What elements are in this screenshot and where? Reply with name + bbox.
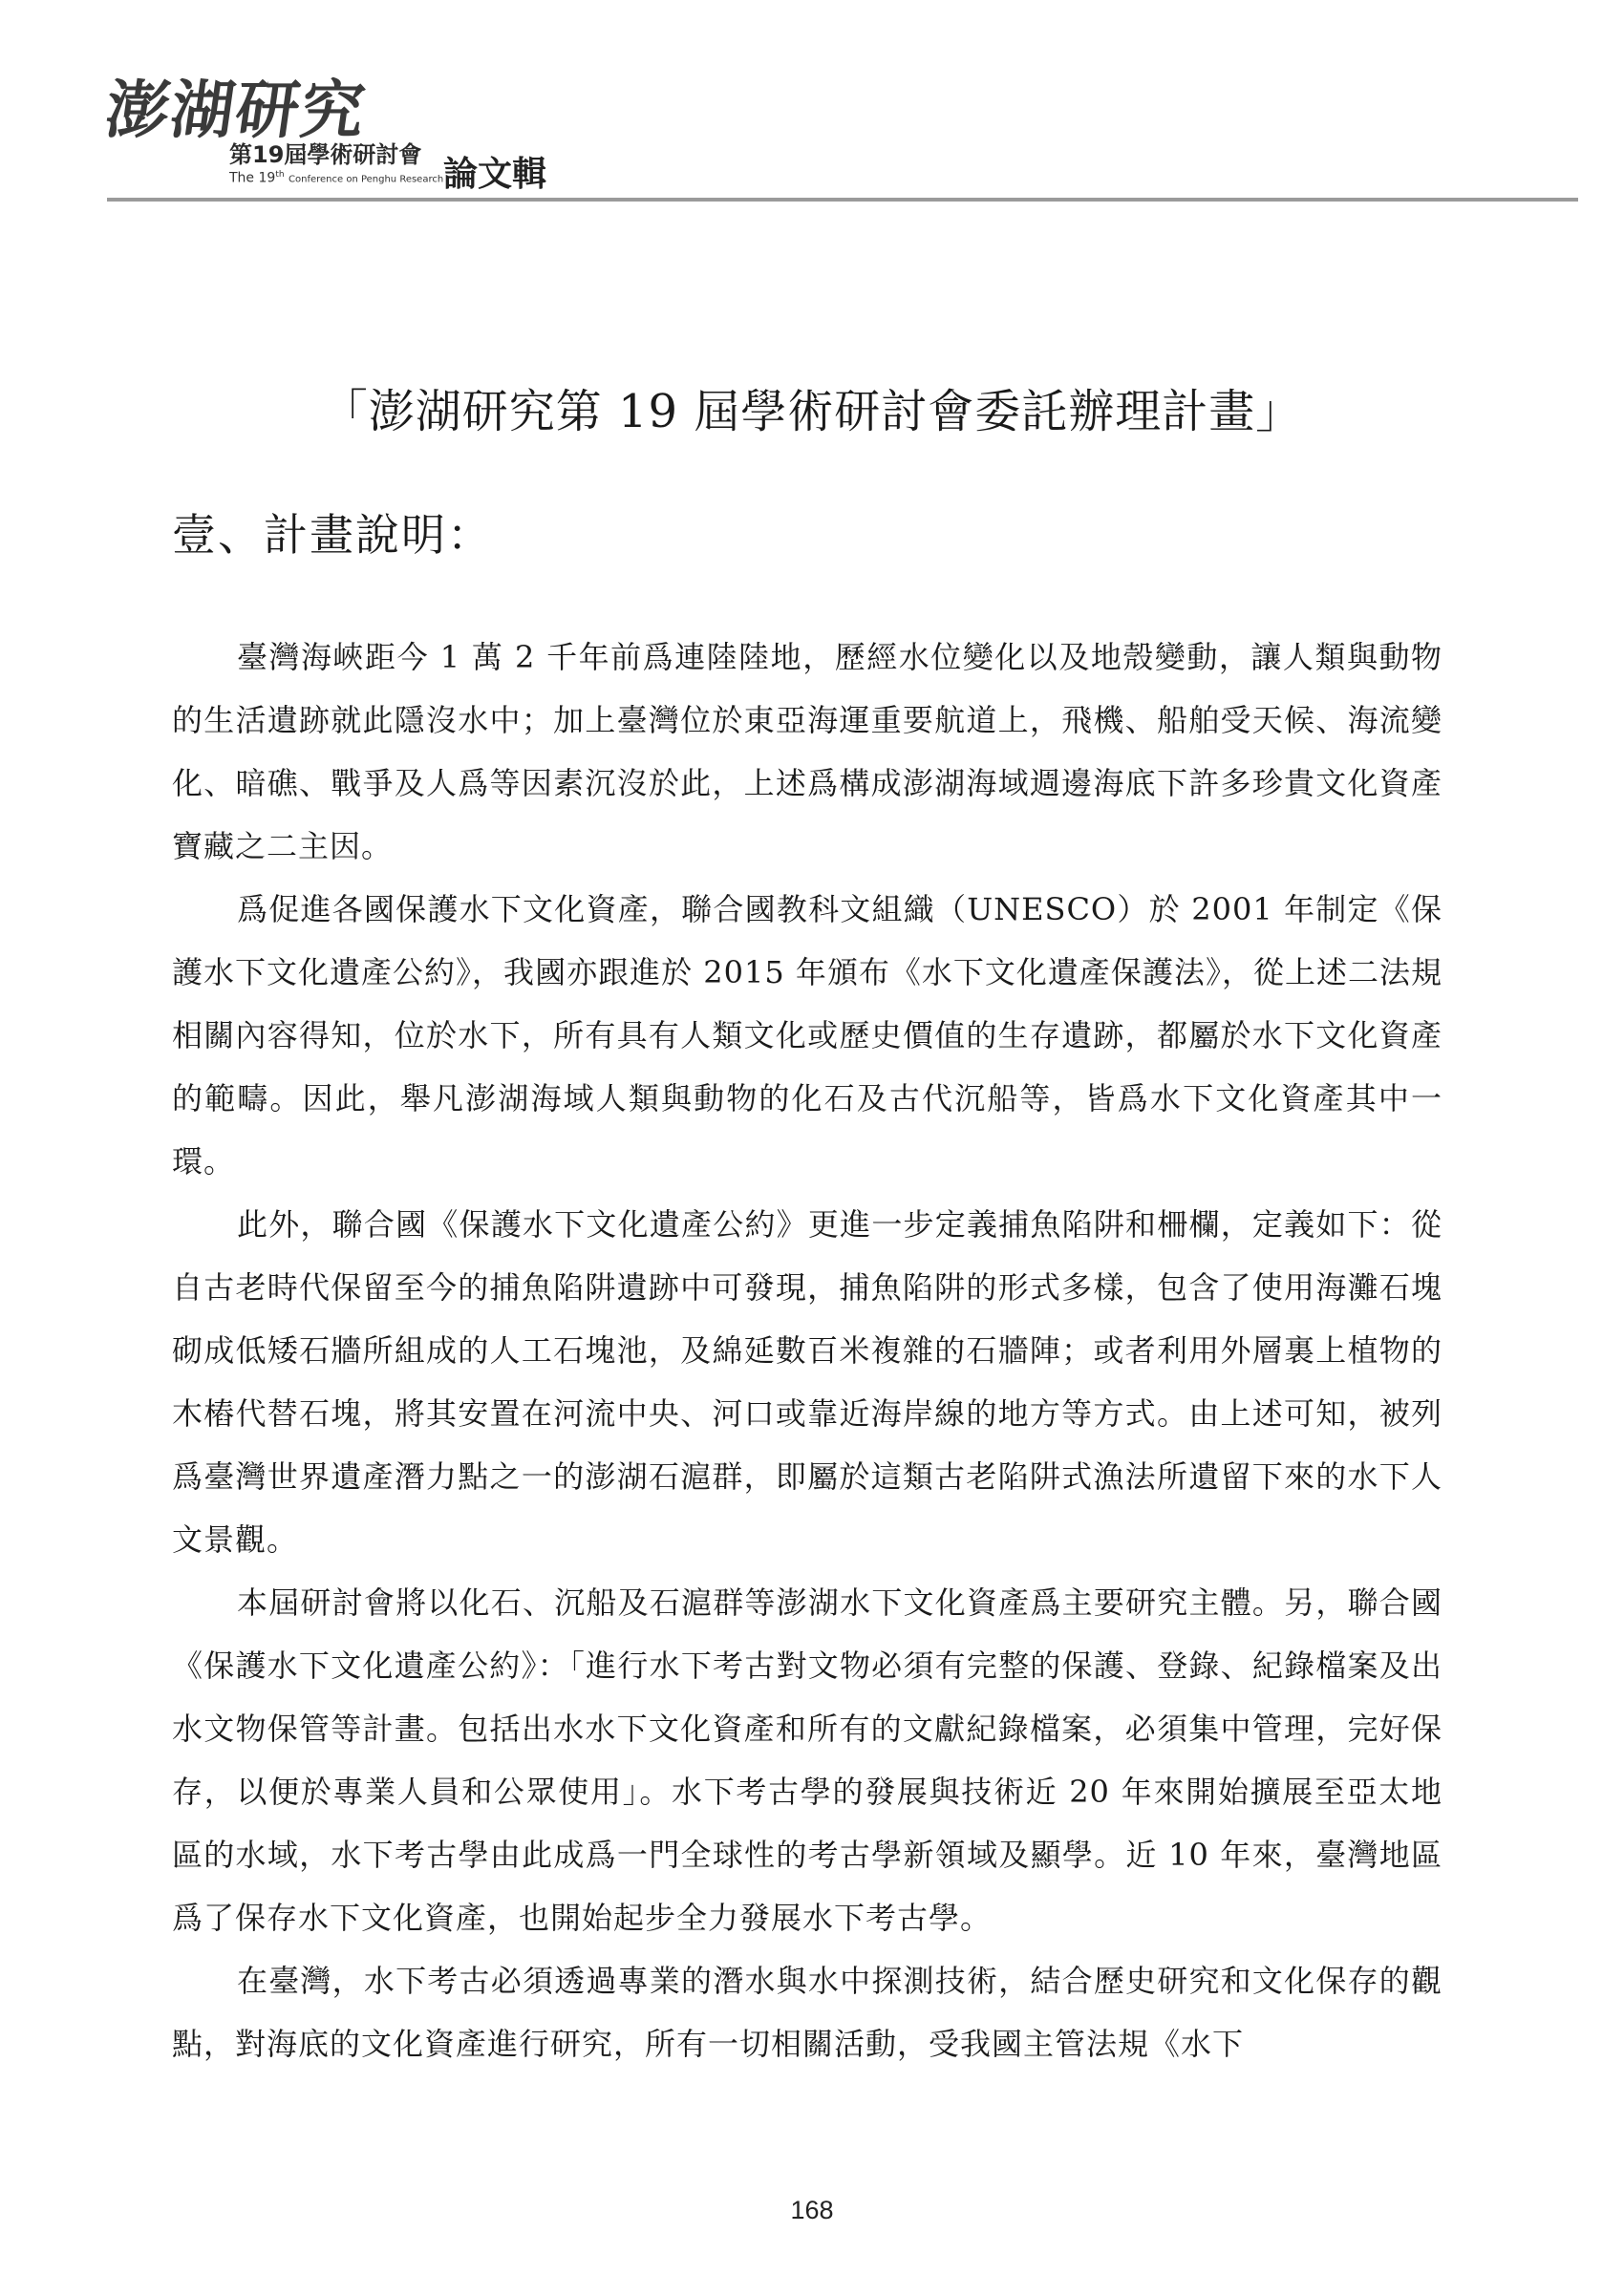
page-header — [0, 0, 1624, 205]
conference-en-prefix: The 19 — [229, 170, 276, 186]
paragraph-3: 此外，聯合國《保護水下文化遺產公約》更進一步定義捕魚陷阱和柵欄，定義如下：從自古老時代保留至今的捕魚陷阱遺跡中可發現，捕魚陷阱的形式多樣，包含了使用海灘石塊砌成低矮石牆所組成的人工石塊池，及綿延數百米複雜的石牆陣；或者利用外層裏上植物的木樁代替石塊，將其安置在河流中央、河口或靠近海岸線的地方等方式。由上述可知，被列爲臺灣世界遺產潛力點之一的澎湖石滬群，即屬於這類古老陷阱式漁法所遺留下來的水下人文景觀。 — [172, 1206, 1442, 1558]
conference-en-name: Conference on Penghu Research — [288, 174, 444, 185]
page-number: 168 — [790, 2196, 834, 2224]
paragraph-5: 在臺灣，水下考古必須透過專業的潛水與水中探測技術，結合歷史研究和文化保存的觀點，對海底的文化資產進行研究，所有一切相關活動，受我國主管法規《水下 — [172, 1963, 1442, 2062]
paragraph-1: 臺灣海峽距今 1 萬 2 千年前爲連陸陸地，歷經水位變化以及地殼變動，讓人類與動物的生活遺跡就此隱沒水中；加上臺灣位於東亞海運重要航道上，飛機、船舶受天候、海流變化、暗礁、戰爭及人爲等因素沉沒於此，上述爲構成澎湖海域週邊海底下許多珍貴文化資產寶藏之二主因。 — [172, 639, 1442, 864]
conference-title-en — [229, 170, 443, 186]
penghu-research-logo: 澎湖研究 — [100, 73, 372, 147]
paragraph-4: 本屆研討會將以化石、沉船及石滬群等澎湖水下文化資產爲主要研究主體。另，聯合國《保護水下文化遺產公約》：「進行水下考古對文物必須有完整的保護、登錄、紀錄檔案及出水文物保管等計畫。包括出水水下文化資產和所有的文獻紀錄檔案，必須集中管理，完好保存，以便於專業人員和公眾使用」。水下考古學的發展與技術近 20 年來開始擴展至亞太地區的水域，水下考古學由此成爲一門全球性的考古學新領域及顯學。近 10 年來，臺灣地區爲了保存水下文化資產，也開始起步全力發展水下考古學。 — [172, 1584, 1442, 1936]
header-divider — [107, 198, 1578, 202]
paragraph-2: 爲促進各國保護水下文化資產，聯合國教科文組織（UNESCO）於 2001 年制定《保護水下文化遺產公約》，我國亦跟進於 2015 年頒布《水下文化遺產保護法》，從上述二法規相關內容得知，位於水下，所有具有人類文化或歷史價值的生存遺跡，都屬於水下文化資產的範疇。因此，舉凡澎湖海域人類與動物的化石及古代沉船等，皆爲水下文化資產其中一環。 — [172, 891, 1442, 1180]
section-heading: 壹、計畫說明： — [172, 509, 493, 561]
document-title: 「澎湖研究第 19 屆學術研討會委託辦理計畫」 — [321, 385, 1303, 438]
conference-en-ordinal: th — [275, 170, 285, 180]
body-text — [172, 626, 1442, 2075]
conference-title-zh: 第19屆學術研討會 — [229, 141, 422, 168]
proceedings-label: 論文輯 — [443, 155, 547, 194]
